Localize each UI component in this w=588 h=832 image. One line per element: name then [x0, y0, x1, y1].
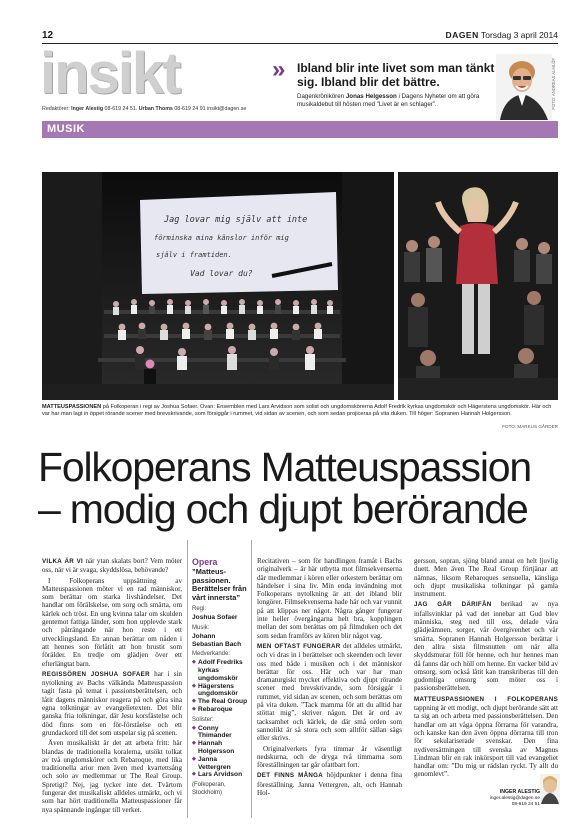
list-item: ◆ Janna Vettergren — [192, 756, 248, 772]
portrait-photo-credit: FOTO: ANDREAS ALMLÖF — [551, 58, 556, 110]
editor-1: Inger Alestig — [71, 106, 104, 112]
factbox-value: Joshua Sofaer — [192, 614, 238, 622]
factbox-label: Regi: — [192, 606, 207, 613]
paragraph-text: tappning är ett modigt, och djupt berörande sätt att ta sig an och arbeta med passionsberättelsen. Den handlar om att våga öppna förrarna för varandra, och kanske kan den även öppna dörrarna till tron för sekulariserade svenskar. Den fina nydiversättningen till svenska av Magnus Lindman blir en rak inkörsport till vad evangeliet handlar om: ”Du mig ur rädslan ryckt. Ty allt du genomlevt”. — [414, 704, 558, 779]
paragraph: gersson, sopran, sjöng bland annat en helt ljuvlig duett. Men även The Real Group förtjänar att nämnas, liksom Rebaroques sensuella, känsliga och djupt musikaliska tolkningar på gamla instrument. — [414, 557, 558, 599]
column-divider — [251, 540, 252, 818]
main-photo-credit: FOTO: MARKUS GÅRDER — [502, 424, 558, 429]
paragraph-text: när ytan skalats bort? Vem möter oss, när vi är svaga, skyddslösa, behövande? — [42, 557, 182, 575]
paragraph-text: det alldeles utmärkt, och vi dras in i berättelser och skeenden och lever oss med både i musiken och i det människor berättar för oss. Här och var har man dramaturgiskt mycket effektiva och djupt rörande scener med brevskrivande, som försiggår i rummet, vid sidan av scenen, och som berättas om på vita duken. ”Tack mamma för att du alltid har stöttat mig”, skriver någon. Det är ord av tacksamhet och kärlek, de där små orden som sannolikt är så stora och som alltför sällan sägs eller skrivs. — [257, 641, 403, 743]
kicker: JAG GÅR DÄRIFÅN — [414, 601, 492, 609]
author-avatar — [540, 774, 560, 804]
headline-line-1: Folkoperans Matteuspassion — [38, 444, 531, 490]
factbox-work: ”Matteus-passionen. Berättelser från vårt innersta” — [192, 567, 247, 602]
editors-label: Redaktörer: — [42, 106, 70, 112]
teaser-sub-name: Jonas Helgesson — [345, 93, 397, 100]
list-item: ◆ Adolf Fredriks kyrkas ungdomskör — [192, 659, 248, 682]
paragraph — [414, 695, 558, 779]
list-item: ◆ Conny Thimander — [192, 725, 248, 741]
screen-text-2: förminska mina känslor inför mig — [154, 234, 289, 242]
screen-text-3: själv i framtiden. — [156, 251, 232, 259]
factbox-label: Medverkande: — [192, 651, 231, 658]
paragraph — [257, 642, 402, 743]
screen-text-4: Vad lovar du? — [190, 269, 253, 278]
paragraph: Även musikaliskt är det att arbeta fritt: här blandas de traditionella koralerna, utsökt tolkat av två ungdomskörer och Rebaroque, med lika traditionella arior men även med kvartettsång och solo av medlemmar ur The Real Group. Spretigt? Nej, jag tycker inte det. Tvärtom fungerar det musikaliskt alldeles utmärkt, och vi som har hört traditionella Matteuspassioner får nya spännande ingångar till verket. — [42, 739, 182, 814]
soloists-list — [192, 725, 248, 780]
paragraph — [42, 557, 182, 575]
byline — [488, 790, 540, 807]
list-item: ◆ Rebaroque — [192, 706, 248, 714]
caption-kicker: MATTEUSPASSIONEN — [42, 404, 102, 410]
teaser-sub-rest: i Dagens Nyheter om att göra musikaldebut till hösten med ”Livet är en schlager”. — [297, 93, 480, 108]
screen-text-1: Jag lovar mig själv att inte — [164, 215, 308, 225]
editors-email: insikt@dagen.se — [207, 106, 247, 112]
photo-caption — [42, 404, 558, 418]
kicker: REGISSÖREN JOSHUA SOFAER — [42, 670, 150, 678]
columnist-portrait — [496, 54, 552, 120]
editors-line — [42, 106, 246, 112]
factbox-title: Opera — [192, 557, 218, 567]
kicker: MEN OFTAST FUNGERAR — [257, 642, 341, 650]
ensembles-list — [192, 659, 248, 714]
kicker: DET FINNS MÅNGA — [257, 772, 324, 780]
byline-phone: 08-619 24 51 — [511, 801, 540, 807]
paper-name: DAGEN — [445, 30, 479, 40]
factbox-label: Solister: — [192, 716, 214, 723]
insikt-logo: insikt — [40, 41, 180, 106]
list-item: ◆ Hägerstens ungdomskör — [192, 683, 248, 699]
article-column-4 — [414, 557, 558, 781]
main-photo — [42, 172, 394, 400]
teaser-quote: Ibland blir inte livet som man tänkt sig. Ibland blir det bättre. — [297, 61, 495, 89]
editor-2: Urban Thoms — [138, 106, 173, 112]
soprano-photo — [398, 172, 558, 400]
byline-email: inger.alestig@dagen.se — [489, 795, 540, 801]
kicker: VILKA ÄR VI — [42, 558, 84, 565]
issue-date: Torsdag 3 april 2014 — [480, 30, 558, 40]
factbox — [192, 557, 248, 798]
paragraph — [42, 670, 182, 737]
caption-text: på Folkoperan i regi av Joshua Sofaer. Ovan: Ensemblen med Lars Arvidson som solist och ungdomskörerna Adolf Fredrik kyrkas ungdomskör och Hägerstens ungdomskör. Här och var har man lagt in öppet rörande scener med brevskrivande, som försiggår i rummet, vid sidan av scenen, och som sedan projiceras på vita duken. Till höger: Sopranen Hannah Holgersson. — [42, 404, 552, 417]
article-column-3 — [257, 557, 402, 799]
paragraph — [257, 771, 402, 797]
list-item: ◆ The Real Group — [192, 698, 248, 706]
column-divider — [187, 540, 188, 818]
section-band — [42, 121, 558, 138]
byline-name: INGER ALESTIG — [499, 789, 540, 795]
paragraph-text: har i sin nytolkning av Bachs välkända Matteuspassion tagit fasta på temat i passionsberättelsen, och låtit dagens människor reagera på och göra sina egna tolkningar av evangelietexten. Det blir ganska fria tolkningar, där Jesu korsfästelse och död finns som en för-förståelse och ett grundackord till det som utspelar sig på scenen. — [42, 669, 182, 737]
paragraph: I Folkoperans uppsättning av Matteuspassionen möter vi en rad människor, som berättar om starka livshändelser. Det handlar om förälskelse, om sorg och smärta, om kärlek och tröst. En ung kvinna talar om skulden gentemot fattiga länder, som hon upplevde stark och påträngande när hon reste i ett utvecklingsland. En annan berättar om nåden i att hennes son förlåtit att hon brustit som förälder. En tredje om glädjen över ett efterlängtat barn. — [42, 576, 182, 668]
list-item: ◆ Hannah Holgersson — [192, 740, 248, 756]
editor-1-phone: 08-619 24 51. — [104, 106, 138, 112]
paragraph: Recitativen – som för handlingen framåt i Bachs originalverk – är här utbytta mot filmsekvenserna där medlemmar i kören eller orkestern berättar om händelser i sina liv. Min enda invändning mot Folkoperans nytolkning är att det ibland blir longörer. Filmsekvenserna hade här och var vunnit på att klippas ner något. Några gånger fungerar inte heller övergångarna helt bra, kopplingen mellan det som berättas om på filmduken och det som sedan framförs av kören blir något vag. — [257, 557, 402, 640]
paragraph-text: berikad av nya infallsvinklar på vad det innebar att Gud blev människa, steg ned till oss, delade våra glädjeämnen, sorger, vår övergivenhet och vår smärta. Sopranen Hannah Holgersson berättar i den allra sista filmsnutten om när alla skyddsmurar föll för henne, och hur hennes man då fanns där och höll om henne. En vacker bild av omsorg, som också låtit kan transkriberas till den gudomliga omsorg som möter oss i passionsberättelsen. — [414, 600, 558, 693]
paragraph — [414, 600, 558, 692]
kicker: MATTEUSPASSIONEN I FOLKOPERANS — [414, 695, 558, 703]
factbox-venue: (Folkoperan, Stockholm) — [192, 782, 226, 796]
headline-line-2: – modig och djupt berörande — [38, 486, 528, 532]
section-label: MUSIK — [47, 123, 85, 135]
headline — [38, 446, 568, 530]
teaser-subtext — [297, 93, 497, 109]
paragraph-text: höjdpunkter i denna fina föreställning. Janna Vettergren, alt, och Hannah Hol- — [257, 771, 402, 798]
factbox-value: Johann Sebastian Bach — [192, 632, 242, 648]
factbox-label: Musik: — [192, 624, 210, 631]
masthead — [446, 30, 558, 40]
article-column-1 — [42, 557, 182, 816]
editor-2-phone: 08-619 24 91 — [174, 106, 206, 112]
list-item: ◆ Lars Arvidson — [192, 771, 248, 779]
chevron-quote-icon: » — [272, 56, 286, 83]
paragraph: Originalverkets fyra timmar är väsentligt nedskurna, och de dryga två timmarna som föreställningen tar går ofattbart fort. — [257, 744, 402, 770]
page-number: 12 — [42, 30, 54, 41]
teaser-sub-prefix: Dagenkrönikören — [297, 93, 345, 100]
